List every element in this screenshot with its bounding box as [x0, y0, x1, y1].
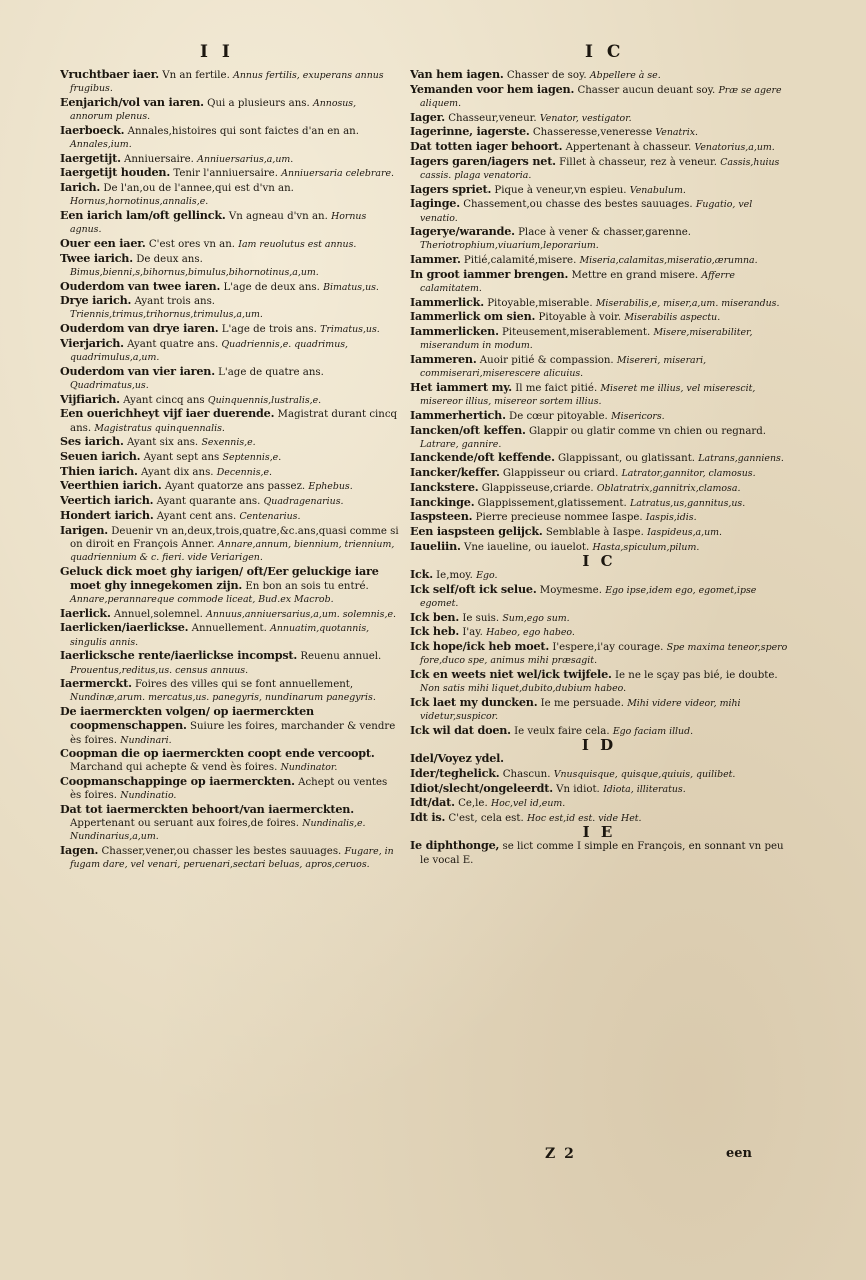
latin-gloss: Cassis,huius cassis. plaga venatoria. [420, 156, 780, 181]
latin-gloss: Venabulum. [629, 184, 686, 196]
running-header-right: I C [585, 42, 625, 62]
latin-gloss: Misericors. [611, 410, 665, 422]
french-gloss: Annuel,solemnel. [113, 608, 203, 620]
french-gloss: Annuellement. [191, 623, 267, 635]
french-gloss: Ayant quatorze ans passez. [164, 481, 306, 493]
latin-gloss: Sum,ego sum. [502, 612, 570, 624]
headword: Ie diphthonge, [410, 838, 500, 853]
french-gloss: En bon an sois tu entré. [245, 580, 369, 592]
french-gloss: Pitié,calamité,misere. [463, 255, 577, 267]
headword: Iagers spriet. [410, 181, 492, 196]
dictionary-entry [60, 509, 400, 523]
latin-gloss: Anniuersaria celebrare. [281, 168, 394, 180]
headword: Dat totten iager behoort. [410, 139, 563, 154]
french-gloss: Ie me persuade. [540, 697, 624, 709]
dictionary-entry [410, 640, 788, 667]
dictionary-entry [60, 524, 400, 565]
french-gloss: Il me faict pitié. [515, 382, 598, 394]
headword: Een iaspsteen gelijck. [410, 524, 543, 538]
latin-gloss: Annosus, annorum plenus. [70, 97, 357, 123]
latin-gloss: Iam reuolutus est annus. [238, 238, 357, 250]
latin-gloss: Latrans,ganniens. [698, 453, 784, 465]
latin-gloss: Annus fertilis, exuperans annus frugibus. [70, 70, 384, 95]
left-column [60, 68, 400, 1158]
dictionary-entry [60, 621, 400, 648]
french-gloss: Ie veulx faire cela. [514, 725, 610, 737]
latin-gloss: Non satis mihi liquet,dubito,dubium habeo. [420, 683, 627, 695]
latin-gloss: Habeo, ego habeo. [486, 627, 575, 639]
dictionary-entry [410, 451, 788, 465]
dictionary-entry [60, 96, 400, 123]
headword: Iaergetijt houden. [60, 165, 171, 180]
headword: Ick ben. [410, 609, 460, 624]
headword: Dat tot iaermerckten behoort/van iaermerckten. [60, 802, 354, 817]
dictionary-entry [410, 381, 788, 408]
latin-gloss: Septennis,e. [222, 451, 282, 463]
french-gloss: Chasser aucun deuant soy. [577, 84, 716, 96]
french-gloss: L'age de trois ans. [221, 324, 317, 336]
french-gloss: Qui a plusieurs ans. [207, 97, 310, 109]
french-gloss: Ayant sept ans [143, 451, 220, 463]
section-heading: I C [582, 551, 616, 570]
dictionary-entry [60, 294, 400, 321]
catchword: een [726, 1146, 752, 1161]
french-gloss: Ce,le. [458, 798, 488, 810]
latin-gloss: Fugatio, vel venatio. [420, 199, 753, 224]
french-gloss: Chasser,vener,ou chasser les bestes sauuages. [101, 846, 342, 858]
headword: Drye iarich. [60, 293, 132, 308]
latin-gloss: Theriotrophium,viuarium,leporarium. [420, 240, 599, 252]
french-gloss: Ayant dix ans. [141, 466, 214, 478]
french-gloss: Deuenir vn an,deux,trois,quatre,&c.ans,quasi comme si on diroit en François Anner. [70, 525, 399, 550]
headword: Iammeren. [410, 352, 477, 367]
dictionary-entry [60, 322, 400, 336]
latin-gloss: Latrator,gannitor, clamosus. [621, 468, 756, 480]
headword: Vijfiarich. [60, 391, 120, 406]
dictionary-entry [60, 365, 400, 392]
headword: Ses iarich. [60, 434, 124, 449]
headword: Van hem iagen. [410, 68, 504, 81]
french-gloss: Chassement,ou chasse des bestes sauuages. [463, 199, 693, 211]
french-gloss: Ie,moy. [436, 570, 473, 582]
latin-gloss: Latratus,us,gannitus,us. [630, 497, 746, 509]
dictionary-entry [410, 197, 788, 224]
headword: Yemanden voor hem iagen. [410, 81, 575, 96]
headword: Iaspsteen. [410, 509, 473, 524]
french-gloss: Piteusement,miserablement. [502, 327, 651, 339]
headword: Coopmanschappinge op iaermerckten. [60, 774, 295, 789]
french-gloss: Glappisseuse,criarde. [481, 482, 594, 494]
latin-gloss: Idiota, illiteratus. [603, 783, 686, 795]
headword: Iagers garen/iagers net. [410, 153, 556, 168]
latin-gloss: Decennis,e. [216, 466, 273, 478]
french-gloss: Annales,histoires qui sont faictes d'an en an. [127, 125, 359, 137]
headword: Een iarich lam/oft gellinck. [60, 208, 226, 223]
french-gloss: Auoir pitié & compassion. [479, 355, 614, 367]
headword: Een ouerichheyt vijf iaer duerende. [60, 406, 275, 421]
latin-gloss: Hornus,hornotinus,annalis,e. [70, 196, 209, 208]
section-heading: I E [582, 823, 616, 842]
french-gloss: Glappisseur ou criard. [502, 468, 619, 480]
latin-gloss: Ephebus. [308, 481, 353, 493]
headword: Eenjarich/vol van iaren. [60, 94, 204, 109]
headword: Idel/Voyez ydel. [410, 751, 504, 766]
latin-gloss: Miseret me illius, vel miserescit, misereor illius, misereor sortem illius. [420, 382, 756, 408]
right-column [410, 68, 788, 1158]
french-gloss: De deux ans. [136, 253, 203, 265]
latin-gloss: Ego. [476, 570, 498, 582]
latin-gloss: Sexennis,e. [201, 437, 256, 449]
headword: Ouderdom van vier iaren. [60, 363, 215, 378]
headword: Seuen iarich. [60, 448, 141, 463]
latin-gloss: Venatorius,a,um. [694, 142, 775, 154]
french-gloss: C'est, cela est. [448, 813, 524, 825]
dictionary-entry [410, 767, 788, 781]
headword: Veertich iarich. [60, 493, 154, 508]
latin-gloss: Venatrix. [655, 127, 698, 139]
headword: Het iammert my. [410, 379, 512, 394]
headword: Iaueliin. [410, 538, 461, 553]
headword: Iaerlicken/iaerlickse. [60, 620, 189, 635]
french-gloss: L'age de deux ans. [223, 281, 320, 293]
headword: Ick self/oft ick selue. [410, 581, 537, 596]
dictionary-entry [60, 649, 400, 676]
latin-gloss: Nundinator. [280, 762, 338, 774]
dictionary-entry [60, 565, 400, 607]
french-gloss: Suiure les foires, marchander & vendre ès foires. [70, 721, 396, 746]
headword: Ianckende/oft keffende. [410, 450, 555, 465]
french-gloss: Glappissement,glatissement. [477, 497, 627, 509]
headword: Iagerye/warande. [410, 224, 515, 239]
dictionary-entry [410, 611, 788, 625]
latin-gloss: Miserabilis aspectu. [624, 312, 721, 324]
headword: Iarich. [60, 180, 101, 195]
headword: Iaermerckt. [60, 676, 132, 691]
latin-gloss: Miseria,calamitas,miseratio,ærumna. [579, 255, 758, 267]
headword: Geluck dick moet ghy iarigen/ oft/Eer geluckige iare moet ghy innegekomen zijn. [60, 563, 379, 592]
dictionary-entry [410, 481, 788, 495]
latin-gloss: Annare,annum, biennium, triennium, quadriennium & c. fieri. vide Veriarigen. [70, 538, 395, 563]
dictionary-entry [410, 353, 788, 380]
headword: In groot iammer brengen. [410, 266, 569, 281]
headword: Ouderdom van drye iaren. [60, 321, 219, 336]
latin-gloss: Venator, vestigator. [539, 112, 632, 124]
latin-gloss: Iaspis,idis. [645, 512, 697, 524]
latin-gloss: Miserabilis,e, miser,a,um. miserandus. [595, 297, 780, 309]
latin-gloss: Annare,perannareque commode liceat, Bud.ex Macrob. [70, 594, 334, 606]
french-gloss: C'est ores vn an. [148, 238, 236, 250]
dictionary-entry [410, 583, 788, 610]
dictionary-entry [60, 407, 400, 434]
latin-gloss: Ego faciam illud. [612, 725, 694, 737]
french-gloss: Ayant trois ans. [134, 296, 216, 308]
french-gloss: Place à vener & chasser,garenne. [518, 227, 692, 239]
french-gloss: Vne iaueline, ou iauelot. [463, 541, 590, 553]
headword: Idt is. [410, 810, 446, 825]
dictionary-entry [60, 775, 400, 802]
french-gloss: Chascun. [502, 768, 551, 780]
latin-gloss: Bimatus,us. [323, 281, 379, 293]
dictionary-entry [410, 510, 788, 524]
dictionary-entry [60, 124, 400, 151]
latin-gloss: Quadrimatus,us. [70, 379, 149, 391]
french-gloss: Moymesme. [539, 584, 602, 596]
latin-gloss: Nundinæ,arum. mercatus,us. panegyris, nundinarum panegyris. [70, 692, 376, 704]
latin-gloss: Ego ipse,idem ego, egomet,ipse egomet. [420, 584, 757, 610]
dictionary-entry [410, 125, 788, 139]
headword: Iagen. [60, 843, 99, 858]
dictionary-entry [60, 280, 400, 294]
french-gloss: Anniuersaire. [124, 153, 194, 165]
section-heading: I D [581, 736, 617, 755]
headword: Ick wil dat doen. [410, 722, 511, 737]
french-gloss: Ayant quarante ans. [156, 496, 261, 508]
dictionary-entry [410, 155, 788, 182]
dictionary-entry [410, 568, 788, 582]
french-gloss: Glappissant, ou glatissant. [558, 453, 696, 465]
dictionary-entry [410, 625, 788, 639]
headword: Ick. [410, 567, 433, 582]
french-gloss: Ayant quatre ans. [127, 338, 219, 350]
headword: Vierjarich. [60, 335, 124, 350]
french-gloss: Mettre en grand misere. [571, 269, 699, 281]
latin-gloss: Iaspideus,a,um. [647, 527, 723, 538]
headword: Hondert iarich. [60, 507, 154, 522]
french-gloss: Ie ne le sçay pas bié, ie doubte. [614, 670, 778, 682]
dictionary-entry [410, 68, 788, 82]
french-gloss: Appertenant ou seruant aux foires,de foires. [70, 818, 299, 830]
headword: Iaerboeck. [60, 122, 125, 137]
french-gloss: De cœur pitoyable. [509, 410, 608, 422]
headword: Iaerlick. [60, 605, 111, 620]
latin-gloss: Mihi videre videor, mihi videtur,suspicor. [420, 697, 741, 723]
latin-gloss: Triennis,trimus,trihornus,trimulus,a,um. [70, 309, 263, 321]
latin-gloss: Fugare, in fugam dare, vel venari, peruenari,sectari beluas, apros,ceruos. [70, 846, 394, 871]
headword: Iaergetijt. [60, 150, 121, 165]
french-gloss: Chasser de soy. [506, 70, 587, 81]
latin-gloss: Latrare, gannire. [420, 438, 502, 450]
headword: Thien iarich. [60, 463, 138, 478]
dictionary-entry [410, 268, 788, 295]
headword: Iammer. [410, 252, 461, 267]
french-gloss: Tenir l'anniuersaire. [173, 168, 278, 180]
dictionary-entry [410, 83, 788, 110]
latin-gloss: Anniuersarius,a,um. [197, 153, 294, 165]
dictionary-entry [60, 152, 400, 166]
headword: Iaerlicksche rente/iaerlickse incompst. [60, 648, 298, 663]
headword: Iammerlick om sien. [410, 309, 536, 324]
french-gloss: Ie suis. [462, 612, 500, 624]
headword: Ick hope/ick heb moet. [410, 639, 550, 654]
dictionary-entry [410, 111, 788, 125]
latin-gloss: Præ se agere aliquem. [420, 84, 782, 109]
headword: Ick laet my duncken. [410, 694, 538, 709]
french-gloss: Reuenu annuel. [300, 651, 382, 663]
headword: Ick en weets niet wel/ick twijfele. [410, 667, 612, 682]
latin-gloss: Hasta,spiculum,pilum. [592, 541, 700, 553]
headword: Ouer een iaer. [60, 235, 146, 250]
dictionary-entry [60, 844, 400, 871]
french-gloss: Ayant six ans. [126, 437, 199, 449]
dictionary-entry [60, 803, 400, 844]
dictionary-entry [410, 296, 788, 310]
dictionary-entry [60, 747, 400, 774]
french-gloss: Achept ou ventes ès foires. [70, 777, 388, 802]
latin-gloss: Nundinatio. [120, 790, 177, 802]
latin-gloss: Bimus,bienni,s,bihornus,bimulus,bihornotinus,a,um. [70, 266, 319, 278]
latin-gloss: Annuatim,quotannis, singulis annis. [70, 623, 370, 648]
latin-gloss: Spe maxima teneor,spero fore,duco spe, animus mihi præsagit. [420, 642, 788, 667]
headword: Iancken/oft keffen. [410, 422, 526, 437]
french-gloss: Magistrat durant cincq ans. [70, 409, 398, 434]
dictionary-entry [60, 677, 400, 704]
dictionary-entry [410, 253, 788, 267]
french-gloss: Appertenant à chasseur. [565, 142, 692, 154]
dictionary-entry [60, 479, 400, 493]
dictionary-entry [60, 607, 400, 621]
french-gloss: I'espere,i'ay courage. [552, 642, 664, 654]
french-gloss: Pitoyable à voir. [538, 312, 622, 324]
dictionary-entry [410, 310, 788, 324]
latin-gloss: Vnusquisque, quisque,quiuis, quilibet. [553, 768, 736, 780]
latin-gloss: Centenarius. [239, 510, 301, 522]
french-gloss: Fillet à chasseur, rez à veneur. [559, 156, 717, 168]
headword: Iammerlick. [410, 294, 484, 309]
dictionary-entry [410, 668, 788, 695]
headword: Twee iarich. [60, 250, 133, 265]
headword: Coopman die op iaermerckten coopt ende vercoopt. [60, 746, 375, 761]
latin-gloss: Nundinari. [120, 734, 172, 746]
headword: Ick heb. [410, 624, 460, 639]
french-gloss: Semblable à Iaspe. [545, 527, 644, 538]
latin-gloss: Prouentus,reditus,us. census annuus. [70, 664, 249, 676]
french-gloss: Ayant cent ans. [156, 510, 237, 522]
dictionary-entry [60, 337, 400, 364]
latin-gloss: Nundinalis,e. Nundinarius,a,um. [70, 818, 366, 843]
dictionary-entry [410, 466, 788, 480]
dictionary-entry [60, 435, 400, 449]
headword: Veerthien iarich. [60, 478, 162, 493]
french-gloss: Vn an fertile. [162, 70, 230, 81]
headword: Idiot/slecht/ongeleerdt. [410, 780, 553, 795]
latin-gloss: Afferre calamitatem. [420, 269, 735, 295]
dictionary-entry [60, 393, 400, 407]
french-gloss: Pierre precieuse nommee Iaspe. [475, 512, 643, 524]
french-gloss: Marchand qui achepte & vend ès foires. [70, 762, 278, 774]
headword: Ianckstere. [410, 479, 479, 494]
dictionary-entry [60, 450, 400, 464]
dictionary-entry [410, 183, 788, 197]
dictionary-entry [410, 525, 788, 539]
french-gloss: Chasseresse,veneresse [532, 127, 653, 139]
headword: Idt/dat. [410, 795, 455, 810]
headword: Iager. [410, 109, 445, 124]
french-gloss: Foires des villes qui se font annuellement, [135, 679, 354, 691]
running-header-left: I I [200, 42, 234, 62]
latin-gloss: Misereri, miserari, commiserari,miserescere alicuius. [420, 355, 707, 380]
french-gloss: Pique à veneur,vn espieu. [494, 184, 627, 196]
latin-gloss: Hoc,vel id,eum. [490, 798, 566, 810]
dictionary-entry [60, 252, 400, 279]
dictionary-entry [410, 839, 788, 866]
latin-gloss: Annuus,anniuersarius,a,um. solemnis,e. [206, 608, 396, 620]
dictionary-entry [410, 325, 788, 352]
latin-gloss: Quadriennis,e. quadrimus, quadrimulus,a,um. [70, 338, 349, 364]
headword: Ider/teghelick. [410, 765, 500, 780]
headword: Vruchtbaer iaer. [60, 68, 159, 81]
french-gloss: I'ay. [462, 627, 483, 639]
dictionary-entry [60, 237, 400, 251]
french-gloss: Vn agneau d'vn an. [228, 211, 328, 223]
signature-mark: Z 2 [545, 1146, 576, 1162]
latin-gloss: Trimatus,us. [320, 324, 380, 336]
latin-gloss: Abpellere à se. [589, 70, 661, 81]
dictionary-entry [410, 424, 788, 451]
dictionary-entry [410, 782, 788, 796]
dictionary-entry [410, 409, 788, 423]
latin-gloss: Quadragenarius. [263, 496, 344, 508]
headword: De iaermerckten volgen/ op iaermerckten coopmenschappen. [60, 704, 314, 733]
dictionary-entry [410, 140, 788, 154]
headword: Ianckinge. [410, 494, 475, 509]
latin-gloss: Quinquennis,lustralis,e. [207, 394, 322, 406]
french-gloss: se lict comme I simple en François, en sonnant vn peu le vocal E. [420, 841, 784, 866]
french-gloss: Glappir ou glatir comme vn chien ou regnard. [528, 425, 767, 437]
headword: Iammerhertich. [410, 407, 506, 422]
latin-gloss: Magistratus quinquennalis. [94, 422, 225, 434]
headword: Iaginge. [410, 196, 460, 211]
dictionary-entry [60, 209, 400, 236]
french-gloss: Chasseur,veneur. [448, 112, 537, 124]
latin-gloss: Misere,miserabiliter, miserandum in modum. [420, 327, 753, 352]
french-gloss: Pitoyable,miserable. [487, 297, 593, 309]
french-gloss: De l'an,ou de l'annee,qui est d'vn an. [103, 183, 294, 195]
dictionary-entry [60, 465, 400, 479]
headword: Iarigen. [60, 522, 108, 537]
dictionary-entry [410, 796, 788, 810]
headword: Ouderdom van twee iaren. [60, 278, 221, 293]
dictionary-entry [60, 166, 400, 180]
dictionary-entry [60, 181, 400, 208]
headword: Iagerinne, iagerste. [410, 124, 530, 139]
latin-gloss: Oblatratrix,gannitrix,clamosa. [596, 482, 741, 494]
dictionary-entry [60, 494, 400, 508]
dictionary-entry [410, 696, 788, 723]
dictionary-entry [410, 225, 788, 252]
latin-gloss: Annales,ium. [70, 139, 132, 151]
dictionary-entry [410, 496, 788, 510]
latin-gloss: Hoc est,id est. vide Het. [527, 813, 642, 825]
headword: Iammerlicken. [410, 324, 499, 339]
dictionary-entry [60, 705, 400, 747]
latin-gloss: Hornus agnus. [70, 211, 367, 236]
headword: Iancker/keffer. [410, 465, 500, 480]
dictionary-entry [60, 68, 400, 95]
french-gloss: L'age de quatre ans. [218, 366, 324, 378]
french-gloss: Vn idiot. [556, 783, 600, 795]
french-gloss: Ayant cincq ans [123, 394, 205, 406]
dictionary-entry [410, 752, 788, 766]
